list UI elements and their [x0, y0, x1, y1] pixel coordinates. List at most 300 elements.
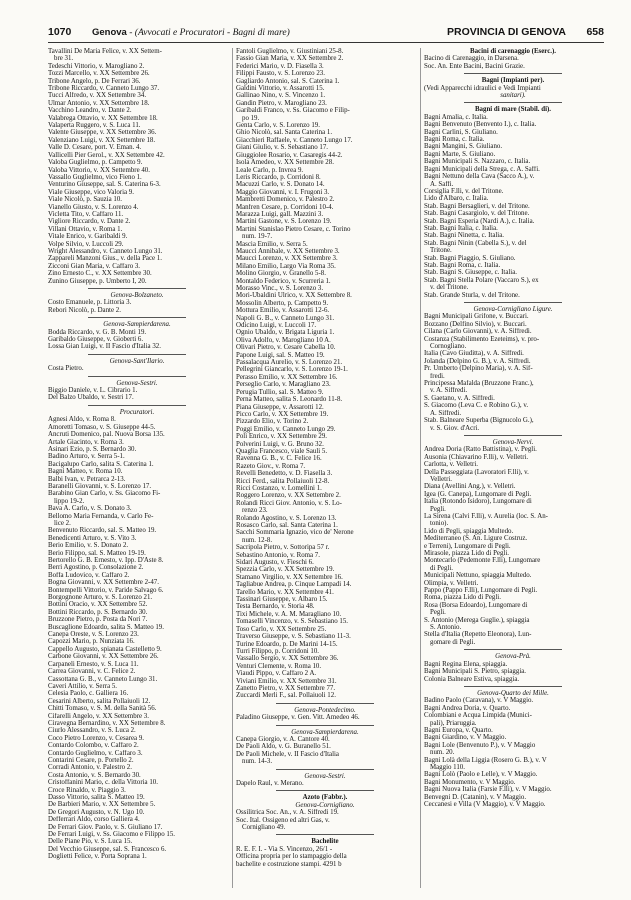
directory-entry: Manfren Cesare, p. Corridoni 10-4.: [236, 203, 334, 211]
directory-entry: Ghio Nicolò, sal. Santa Caterina 1.: [236, 129, 333, 137]
directory-entry: Bava A. Carlo, v. S. Donato 3.: [48, 505, 132, 513]
directory-entry: Cornogliano.: [430, 343, 467, 351]
directory-entry: Tagliabue Andrea, p. Cinque Lampadi 14.: [236, 581, 352, 589]
directory-entry: Isola Amedeo, v. XX Settembre 28.: [236, 159, 334, 167]
directory-entry: Artale Giacinto, v. Roma 3.: [48, 438, 124, 446]
directory-entry: num. 12-8.: [242, 536, 273, 544]
directory-entry: Passalacqua Aurelio, v. S. Lorenzo 21.: [236, 359, 343, 367]
directory-entry: Bagni Giardino, v. V Maggio.: [424, 734, 507, 742]
section-heading: Genova-Bolzaneto.: [110, 292, 164, 299]
directory-entry: Valabrega Ottavio, v. XX Settembre 18.: [48, 114, 158, 122]
directory-entry: Federici Mario, v. D. Fiasella 3.: [236, 62, 324, 70]
directory-entry: Fassio Gian Maria, v. XX Settembre 2.: [236, 55, 344, 63]
category-heading: Bagni (Impianti per).: [481, 77, 545, 85]
directory-entry: Villani Ottavio, v. Roma 1.: [48, 225, 123, 233]
directory-entry: Rosasco Carlo, sal. Santa Caterina 1.: [236, 522, 338, 529]
directory-entry: Stab. Bagni Ninin (Cabella S.), v. del: [424, 239, 527, 247]
directory-entry: Vassallo Guglielmo, vico Fieno 1.: [48, 173, 142, 181]
directory-entry: Mossolin Alberto, p. Campetto 9.: [236, 299, 329, 307]
directory-entry: Bagni Roma, c. Italia.: [424, 136, 485, 144]
directory-entry: Lossa Gian Luigi, v. II Fascio d'Italia 32.: [48, 343, 161, 351]
directory-entry: Bagni Nettuno della Cava (Sacco A.), v.: [424, 173, 535, 181]
directory-entry: Bagni Amalia, c. Italia.: [424, 113, 488, 121]
directory-entry: Ancruti Domenico, pal. Nuova Borsa 135.: [48, 431, 165, 439]
directory-entry: Roma, piazza Lido di Pegli.: [424, 594, 501, 602]
directory-entry: Olimpia, v. Velletri.: [424, 579, 479, 587]
directory-entry: bachelite e costruzione stampi. 4291 b: [236, 860, 342, 868]
directory-entry: Viaudi Pippo, v. Caffaro 2 A.: [236, 670, 317, 678]
directory-entry: De Paoli Aldo, v. G. Buranello 51.: [236, 743, 331, 751]
directory-entry: Traverso Giuseppe, v. S. Sebastiano 11-3.: [236, 633, 351, 641]
directory-entry: Bagni Municipali S. Nazzaro, c. Italia.: [424, 158, 531, 166]
directory-entry: Carlotta, v. Velletri.: [424, 461, 478, 469]
directory-entry: Ricci Costanzo, v. Lomellini 1.: [236, 484, 322, 492]
directory-entry: Stamano Virgilio, v. XX Settembre 16.: [236, 573, 343, 581]
directory-entry: De Ferrari Luigi, v. Ss. Giacomo e Filippo 15.: [48, 831, 176, 839]
directory-entry: Vassallo Sergio, v. XX Settembre 36.: [236, 655, 339, 663]
directory-entry: Stab. Grande Sturla, v. del Tritone.: [424, 291, 520, 299]
directory-entry: Oliva Adolfo, v. Marogliano 10 A.: [236, 336, 331, 344]
directory-entry: Andrea Doria (Ratto Battistina), v. Pegli.: [424, 446, 537, 454]
directory-entry: Zuccardi Merli F., sal. Pollaiuoli 12.: [236, 692, 336, 700]
directory-entry: Contardo Colombo, v. Caffaro 2.: [48, 742, 139, 750]
directory-entry: A. Saffi.: [430, 180, 454, 188]
directory-entry: Olivari Pietro, v. Cesare Cabella 10.: [236, 344, 336, 352]
directory-entry: R. E. F. I. - Via S. Vincenzo, 26/1 -: [236, 845, 333, 853]
directory-entry: Valenziano Luigi, v. XX Settembre 18.: [48, 136, 156, 144]
directory-entry: Mottura Emilio, v. Assarotti 12-6.: [236, 307, 330, 315]
directory-entry: Bagni Benvenuto (Benvento I.), c. Italia.: [424, 121, 537, 129]
directory-entry: Maggio 110.: [430, 763, 465, 771]
directory-entry: Boffa Ludovico, v. Caffaro 2.: [48, 571, 130, 579]
directory-entry: Bagni Municipali della Strega, c. A. Saffi.: [424, 165, 540, 173]
directory-entry: Poli Enrico, v. XX Settembre 29.: [236, 433, 328, 441]
directory-entry: Dasso Vittorio, salita S. Matteo 19.: [48, 794, 145, 801]
category-heading: Bagni di mare (Stabil. di).: [474, 106, 552, 114]
directory-entry: Rolandi Ricci Giov. Antonio, v. S. Lo-: [236, 499, 342, 507]
directory-entry: Maucci Annibale, v. XX Settembre 3.: [236, 247, 340, 255]
section-heading: Genova-Sestri.: [304, 772, 346, 780]
directory-entry: Stab. Balneare Superba (Bignucolo G.),: [424, 417, 534, 425]
page-number-left: 1070: [48, 26, 72, 38]
directory-entry: Garibaldo Giuseppe, v. Gioberti 6.: [48, 336, 144, 344]
directory-entry: Bagni Andrea Doria, v. Quarto.: [424, 704, 511, 712]
directory-entry: Canepa Oreste, v. S. Lorenzo 23.: [48, 631, 139, 639]
directory-entry: fredi.: [430, 372, 445, 380]
section-rule: [276, 787, 374, 791]
directory-entry: Biggio Daniele, v. L. Cibrario 1.: [48, 387, 138, 395]
directory-entry: Stab. Bagni Piaggio, S. Giuliano.: [424, 254, 516, 262]
directory-entry: Ricci Ferd., salita Pollaiuoli 12-8.: [236, 477, 330, 485]
directory-entry: Giani Giulio, v. S. Sebastiano 17.: [236, 144, 328, 152]
directory-entry: Bacigalupo Carlo, salita S. Caterina 1.: [48, 460, 154, 468]
directory-entry: Milano Emilio, Largo Via Roma 35.: [236, 262, 336, 270]
directory-entry: Doglietti Felice, v. Porta Soprana 1.: [48, 853, 147, 861]
directory-entry: Bagni Carlini, S. Giuliano.: [424, 128, 498, 136]
section-rule: [276, 766, 374, 770]
directory-entry: Corradi Antonio, v. Palestro 2.: [48, 764, 132, 772]
section-rule: [276, 831, 374, 835]
directory-entry: Rosa (Borsa Edoardo), Lungomare di: [424, 601, 528, 609]
directory-entry: Volpe Silvio, v. Luccoli 29.: [48, 240, 124, 248]
directory-entry: Pellegrini Giancarlo, v. S. Lorenzo 19-1.: [236, 366, 348, 374]
directory-entry: Tedeschi Vittorio, v. Marogliano 2.: [48, 62, 145, 70]
directory-entry: Perasso Emilio, v. XX Settembre 16.: [236, 373, 338, 381]
directory-entry: Revelli Benedetto, v. D. Fiasella 3.: [236, 470, 333, 478]
directory-entry: Pappo (Pappo F.lli), Lungomare di Pegli.: [424, 587, 538, 595]
directory-entry: Odicino Luigi, v. Luccoli 17.: [236, 322, 317, 330]
directory-entry: Berri Agostino, p. Consolazione 2.: [48, 564, 144, 572]
directory-entry: Martini Stanislao Pietro Cesare, c. Torino: [236, 225, 351, 233]
directory-entry: Stab. Bagni Stella Polare (Vaccaro S.), ex: [424, 276, 539, 284]
directory-entry: Bagni Matteo, v. Roma 10.: [48, 468, 123, 476]
directory-entry: Zunino Giuseppe, p. Umberto I, 20.: [48, 277, 147, 285]
directory-entry: Badino Arturo, v. Serra 5-1.: [48, 453, 125, 461]
section-rule: [464, 646, 562, 650]
directory-entry: Testa Bernardo, v. Storia 48.: [236, 603, 315, 611]
directory-entry: Colombiani e Acqua Limpida (Munici-: [424, 712, 532, 720]
directory-entry: Leris Riccardo, p. Corridoni 8.: [236, 173, 321, 181]
directory-entry: Roggero Lorenzo, v. XX Settembre 2.: [236, 492, 341, 500]
directory-entry: Rebori Nicolò, p. Dante 2.: [48, 306, 121, 314]
directory-entry: Tarello Mario, v. XX Settembre 41.: [236, 588, 334, 596]
directory-entry: Croce Rinaldo, v. Piaggio 3.: [48, 786, 126, 794]
directory-entry: bre 31.: [54, 55, 74, 63]
directory-entry: Ulmar Antonio, v. XX Settembre 18.: [48, 99, 150, 107]
column-divider: [232, 48, 233, 888]
directory-entry: Polverini Luigi, v. G. Bruno 32.: [236, 440, 324, 448]
directory-entry: Venturino Giuseppe, sal. S. Caterina 6-3.: [48, 181, 161, 189]
directory-entry: Zappareli Manzoni Gius., v. della Pace 1.: [48, 255, 162, 263]
directory-entry: lice 2.: [54, 519, 71, 527]
directory-entry: v. S. Giov. d'Acri.: [430, 424, 480, 432]
directory-entry: Montaldo Federico, v. Scurreria 1.: [236, 277, 331, 285]
directory-entry: Cassottana G. B., v. Canneto Lungo 31.: [48, 675, 158, 683]
section-rule: [464, 432, 562, 436]
directory-entry: Maucci Lorenzo, v. XX Settembre 3.: [236, 255, 338, 263]
directory-entry: Stab. Bagni Esperia (Nardi A.), c. Italia.: [424, 217, 535, 225]
directory-entry: Perugia Tullio, sal. S. Matteo 9.: [236, 388, 324, 396]
section-rule: [464, 99, 562, 103]
directory-entry: Tribone Riccardo, v. Canneto Lungo 37.: [48, 85, 160, 93]
directory-entry: Vianello Giusto, v. S. Lorenzo 4.: [48, 203, 139, 211]
directory-entry: Turri Filippo, p. Corridoni 10.: [236, 647, 320, 655]
directory-entry: Zanetto Pietro, v. XX Settembre 77.: [236, 684, 336, 692]
column-divider: [420, 48, 421, 888]
directory-entry: Lido di Pegli, spiaggia Multedo.: [424, 527, 514, 535]
directory-entry: Delle Piane Pio, v. S. Luca 15.: [48, 838, 133, 846]
directory-entry: Bagni Europa, v. Quarto.: [424, 726, 493, 734]
directory-entry: Vitale Enrico, v. Garibaldi 9.: [48, 233, 128, 241]
directory-entry: Cilana (Carlo Giovanni), v. A. Siffredi.: [424, 328, 532, 336]
directory-entry: Martini Gastone, v. S. Lorenzo 19.: [236, 218, 332, 226]
directory-entry: Molino Giorgio, v. Granello 5-8.: [236, 270, 326, 278]
directory-entry: Agnesi Aldo, v. Roma 8.: [48, 416, 116, 424]
section-rule: [464, 683, 562, 687]
directory-entry: Maggio Giovanni, v. I. Frugoni 3.: [236, 188, 330, 196]
directory-entry: Ciurlo Alessandro, v. S. Luca 2.: [48, 727, 136, 735]
directory-entry: Carbone Giovanni, v. XX Settembre 26.: [48, 653, 159, 661]
directory-entry: Mediterraneo (S. An. Ligure Costruz.: [424, 535, 528, 543]
directory-entry: lippo 19-2.: [54, 497, 85, 505]
directory-entry: Giuggiolee Rosario, v. Casaregis 44-2.: [236, 151, 343, 159]
directory-entry: Wright Alessandro, v. Canneto Lungo 31.: [48, 247, 163, 255]
section-rule: [276, 700, 374, 704]
directory-entry: Spezzia Carlo, v. XX Settembre 19.: [236, 566, 335, 574]
directory-entry: A. Siffredi.: [430, 409, 462, 417]
directory-entry: Baranelli Giovanni, v. S. Lorenzo 17.: [48, 482, 152, 490]
section-heading: Genova-Cornigliano Ligure.: [473, 306, 553, 313]
directory-entry: Genta Carlo, v. S. Lorenzo 19.: [236, 122, 320, 130]
directory-entry: Sebastino Antonio, v. Roma 7.: [236, 551, 320, 559]
directory-entry: Rolando Agostino, v. S. Lorenzo 13.: [236, 514, 337, 522]
directory-entry: Contardo Guglielmo, v. Caffaro 3.: [48, 749, 143, 757]
directory-entry: Gandin Pietro, v. Marogliano 23.: [236, 99, 327, 107]
directory-entry: Del Vecchio Giuseppe, sal. S. Francesco 6.: [48, 845, 167, 853]
directory-entry: Tixi Michele, v. A. M. Maragliano 10.: [236, 610, 342, 618]
directory-entry: Berio Filippo, sal. S. Matteo 19-19.: [48, 549, 146, 557]
directory-entry: Italia (Cavo Giuditta), v. A. Siffredi.: [424, 350, 524, 358]
directory-entry: Lido d'Albaro, c. Italia.: [424, 195, 489, 203]
directory-entry: Bogna Giovanni, v. XX Settembre 2-47.: [48, 579, 159, 587]
directory-entry: Costa Antonio, v. S. Bernardo 30.: [48, 771, 141, 779]
directory-entry: Bagni Lolà della Liggia (Rosero G. B.), v. V: [424, 756, 547, 764]
directory-entry: De Ferrari Giov. Paolo, v. S. Giuliano 17.: [48, 823, 163, 831]
directory-entry: Cifarelli Angelo, v. XX Settembre 3.: [48, 712, 149, 720]
directory-entry: Valle D. Cesare, port. V. Eman. 4.: [48, 144, 142, 152]
directory-entry: Buscaglione Edoardo, salita S. Matteo 19.: [48, 623, 164, 631]
directory-entry: Tavallini De Maria Felice, v. XX Settem-: [48, 48, 162, 55]
directory-entry: Caveri Attilio, v. Serra 5.: [48, 682, 118, 690]
directory-entry: Picco Carlo, v. XX Settembre 19.: [236, 410, 329, 418]
directory-entry: Cristoffanini Mario, c. della Vittoria 10.: [48, 779, 158, 787]
directory-entry: Pr. Umberto (Delpino Maria), v. A. Sif-: [424, 365, 533, 373]
section-heading: Genova-Sampierdarena.: [103, 321, 171, 329]
directory-entry: Italia (Rotondo Isidoro), Lungomare di: [424, 498, 532, 506]
directory-entry: Della Passeggiata (Lavoratori F.lli), v.: [424, 468, 529, 476]
directory-entry: Ausonia (Chiavarino F.lli), v. Velletri.: [424, 453, 529, 461]
directory-entry: Benvenuto Riccardo, sal. S. Matteo 19.: [48, 527, 157, 535]
section-heading: Genova-Prà.: [495, 653, 531, 661]
province-heading: PROVINCIA DI GENOVA: [446, 26, 566, 38]
section-heading: Procuratori.: [119, 408, 155, 416]
directory-entry: Gagliardo Antonio, sal. S. Caterina 1.: [236, 77, 340, 85]
directory-entry: Napoli G. B., v. Canneto Lungo 31.: [236, 314, 335, 322]
directory-entry: Soc. An. Ente Bacini, Bacini Grazie.: [424, 62, 525, 70]
directory-entry: (Vedi Apparecchi idraulici e Vedi Impianti: [424, 84, 541, 92]
directory-entry: Vallicelli Pier Gerol., v. XX Settembre 42.: [48, 151, 165, 159]
directory-entry: Badino Paolo (Caravana), v. V Maggio.: [424, 697, 534, 705]
directory-entry: Stab. Bagni S. Giuseppe, c. Italia.: [424, 269, 518, 277]
section-heading: Genova-Nervi.: [492, 438, 534, 446]
city-name: Genova: [92, 27, 127, 38]
section-rule: [88, 314, 186, 318]
category-heading: Bacini di carenaggio (Eserc.).: [469, 48, 557, 55]
directory-entry: Municipali Nettuno, spiaggia Multedo.: [424, 572, 532, 580]
section-rule: [464, 299, 562, 303]
directory-entry: Bacino di Carenaggio, in Darsena.: [424, 55, 519, 63]
directory-entry: Officina propria per lo stampaggio della: [236, 853, 347, 861]
directory-entry: Tozzi Marcello, v. XX Settembre 26.: [48, 70, 150, 78]
directory-entry: renzo 23.: [242, 507, 268, 515]
directory-entry: Bagni Lole (Benvenuto P.), v. V Maggio: [424, 741, 536, 749]
directory-entry: Perseglio Carlo, v. Maragliano 23.: [236, 381, 331, 389]
directory-entry: Pegli.: [430, 609, 446, 617]
directory-entry: Velletri.: [430, 475, 453, 483]
directory-entry: Viale Giuseppe, vico Valoria 9.: [48, 188, 134, 196]
directory-entry: Montecarlo (Pedemonte F.lli), Lungomare: [424, 557, 541, 565]
section-heading: Genova-Cornigliano.: [295, 801, 355, 809]
directory-entry: Zino Ernesto C., v. XX Settembre 30.: [48, 270, 152, 278]
directory-entry: Contarini Cesare, p. Portello 2.: [48, 756, 134, 764]
directory-entry: Mascia Emilio, v. Serra 5.: [236, 240, 308, 248]
section-rule: [88, 285, 186, 289]
directory-entry: Bodda Riccardo, v. G. B. Monti 19.: [48, 328, 147, 336]
directory-entry: Papone Luigi, sal. S. Matteo 19.: [236, 351, 325, 359]
category-heading: Bachelite: [311, 838, 339, 846]
directory-entry: Capozzi Mario, p. Nunziata 16.: [48, 638, 135, 646]
section-rule: [276, 722, 374, 726]
running-title: Genova - (Avvocati e Procuratori - Bagni di mare): [92, 27, 290, 38]
directory-entry: Mirasole, piazza Lido di Pegli.: [424, 550, 509, 557]
directory-entry: pali), Priaruggia.: [430, 719, 477, 727]
directory-entry: Amoretti Tomaso, v. S. Giuseppe 44-5.: [48, 423, 156, 431]
directory-entry: Defferrari Aldo, corso Galliera 4.: [48, 816, 140, 824]
directory-entry: Canepa Giorgio, v. A. Cantore 40.: [236, 735, 330, 743]
directory-entry: Tomaselli Vincenzo, v. S. Sebastiano 15.: [236, 618, 349, 626]
directory-entry: Stab. Bagni Italia, c. Italia.: [424, 224, 498, 232]
directory-entry: Bozzano (Delfino Silvio), v. Buccari.: [424, 320, 527, 328]
section-heading: Genova-Quarto dei Mille.: [477, 689, 549, 697]
directory-entry: v. A. Siffredi.: [430, 387, 468, 395]
directory-entry: Asinari Ezio, p. S. Bernardo 30.: [48, 445, 137, 453]
directory-entry: Filippi Fausto, v. S. Lorenzo 23.: [236, 70, 325, 78]
directory-entry: Tribone Angelo, p. De Ferrari 36.: [48, 77, 141, 85]
directory-entry: Marazza Luigi, gall. Mazzini 3.: [236, 210, 324, 218]
directory-entry: Tassinari Giuseppe, v. Albaro 15.: [236, 596, 328, 604]
directory-entry: Bagni Regina Elena, spiaggia.: [424, 660, 508, 668]
directory-entry: Colonia Balneare Estiva, spiaggia.: [424, 675, 520, 683]
directory-entry: Costo Emanuele, p. Littoria 3.: [48, 299, 132, 307]
category-heading: Azoto (Fabbr.).: [302, 794, 348, 802]
directory-entry: Quaglia Francesco, viale Sauli 5.: [236, 447, 328, 455]
directory-entry: Igea (G. Canepa), Lungomare di Pegli.: [424, 490, 532, 498]
directory-entry: gomare di Pegli.: [430, 638, 476, 646]
section-rule: [464, 70, 562, 74]
column-2: [236, 48, 414, 868]
directory-entry: Jolanda (Delpino G. B.), v. A. Siffredi.: [424, 357, 531, 365]
directory-entry: Gallinao Nino, v. S. Vincenzo 1.: [236, 92, 326, 100]
directory-entry: Stab. Bagni Bersaglieri, v. del Tritone.: [424, 202, 530, 210]
directory-entry: Garibaldi Franco, v. Ss. Giacomo e Filip-: [236, 107, 350, 115]
directory-entry: Turine Edoardo, p. De Marini 14-15.: [236, 640, 338, 648]
page-number-right: 658: [586, 26, 604, 38]
directory-entry: Sacchi Sommaria Ignazio, vico de' Nerone: [236, 529, 354, 537]
directory-entry: Celesia Paolo, c. Galliera 16.: [48, 690, 129, 698]
directory-entry: Bertorello G. B. Ernesto, v. Ipp. D'Aste 8.: [48, 557, 164, 564]
section-heading: Genova-Sampierdarena.: [291, 728, 359, 736]
directory-entry: Toso Carlo, v. XX Settembre 25.: [236, 625, 327, 633]
directory-entry: Bagni Nuova Italia (Farsie F.lli), v. V Maggio.: [424, 786, 552, 794]
directory-entry: Zicconi Gian Maria, v. Caffaro 3.: [48, 262, 141, 270]
directory-entry: Carrea Giovanni, v. C. Felice 2.: [48, 668, 136, 676]
directory-entry: Principessa Mafalda (Bruzzone Franc.),: [424, 380, 534, 388]
directory-entry: Pegli.: [430, 505, 446, 513]
directory-entry: di Pegli.: [430, 564, 453, 572]
directory-entry: S. Giacomo (Leva C. e Robino G.), v.: [424, 402, 529, 410]
directory-entry: Stab. Bagni Ninetta, c. Italia.: [424, 232, 504, 240]
directory-entry: Viale Nicolò, p. Sauzia 10.: [48, 196, 123, 204]
directory-entry: Barabino Gian Carlo, v. Ss. Giacomo Fi-: [48, 490, 161, 498]
directory-entry: Venturi Clemente, v. Roma 10.: [236, 662, 322, 670]
directory-entry: De Paoli Michele, v. II Fascio d'Italia: [236, 750, 339, 758]
directory-entry: Bagni Monumento, v. V Maggio.: [424, 778, 516, 786]
directory-entry: Dapelo Raul, v. Merano.: [236, 780, 304, 787]
directory-entry: Vicletta Tito, v. Caffaro 11.: [48, 210, 124, 218]
directory-entry: v. del Tritone.: [430, 284, 469, 292]
directory-entry: Mori-Ubaldini Ulrico, v. XX Settembre 8.: [236, 292, 352, 300]
directory-entry: Bottini Oracio, v. XX Settembre 52.: [48, 601, 148, 609]
directory-entry: num. 19-7.: [242, 233, 273, 241]
directory-entry: Valente Giuseppe, v. XX Settembre 36.: [48, 129, 157, 137]
directory-entry: Galdini Vittorio, v. Assarotti 15.: [236, 85, 325, 93]
directory-entry: Cappello Augusto, spianata Castelletto 9.: [48, 645, 162, 653]
directory-entry: Stab. Bagni Roma, c. Italia.: [424, 261, 501, 269]
page-header: [48, 26, 604, 43]
directory-entry: Sacripola Pietro, v. Sottoripa 57 r.: [236, 544, 330, 552]
directory-entry: Ravenna G. B., v. C. Felice 16.: [236, 455, 322, 463]
directory-entry: num. 20.: [430, 749, 455, 757]
directory-entry: Del Balzo Ubaldo, v. Sestri 17.: [48, 394, 134, 402]
directory-entry: Bellomo Maria Fernanda, v. Carlo Fe-: [48, 512, 154, 520]
section-heading: sanitari).: [500, 92, 526, 100]
directory-entry: Fantoli Guglielmo, v. Giustiniani 25-8.: [236, 48, 344, 55]
directory-entry: Vacchino Leandro, v. Dante 2.: [48, 107, 132, 115]
directory-entry: Cesarini Alberto, salita Pollaiuoli 12.: [48, 697, 151, 705]
directory-entry: Bagni Lolò (Paolo e Lelle), v. V Maggio.: [424, 771, 538, 779]
directory-entry: S. Gaetano, v. A. Siffredi.: [424, 394, 495, 402]
directory-entry: Benvegni D. (Catanin), v. V Maggio.: [424, 793, 527, 801]
directory-entry: po 19.: [242, 114, 260, 122]
directory-entry: Macuzzi Carlo, v. S. Donato 14.: [236, 181, 325, 189]
directory-entry: Cornigliano 49.: [242, 824, 286, 832]
directory-entry: Ceccanesi e Villa (V Maggio), v. V Maggio.: [424, 801, 546, 808]
section-heading: Genova-Pontedecimo.: [294, 706, 356, 714]
directory-entry: Piana Giuseppe, v. Assarotti 12.: [236, 403, 324, 411]
directory-entry: Soc. Ital. Ossigeno ed altri Gas, v.: [236, 816, 330, 824]
directory-entry: Coco Pietro Lorenzo, v. Cesarea 9.: [48, 734, 144, 742]
column-1: [48, 48, 226, 861]
directory-entry: e Terreni), Lungomare di Pegli.: [424, 542, 511, 550]
directory-entry: Balbi Ivan, v. Petrarca 2-13.: [48, 475, 126, 483]
directory-entry: De Gregori Augusto, v. N. Ugo 10.: [48, 808, 145, 816]
directory-entry: Razeto Giov., v. Roma 7.: [236, 462, 306, 470]
directory-entry: Ognio Ubaldo, v. Brigata Liguria 1.: [236, 329, 335, 337]
directory-entry: Costanza (Stabilimento Ezeteims), v. pro-: [424, 335, 540, 343]
directory-entry: Stab. Bagni Casargiolo, v. del Tritone.: [424, 210, 530, 218]
directory-entry: Valoba Guglielmo, p. Campetto 9.: [48, 159, 143, 167]
directory-entry: Corsiglia F.lli, v. del Tritone.: [424, 187, 504, 195]
directory-entry: Bontempelli Vittorio, v. Paride Salvago 6.: [48, 586, 164, 594]
section-heading: Genova-Sant'Ilario.: [109, 357, 165, 365]
directory-entry: Pizzardo Elio, v. Torino 2.: [236, 418, 309, 426]
directory-entry: Borgognone Arturo, v. S. Lorenzo 21.: [48, 594, 153, 602]
directory-entry: Tucci Alfredo, v. XX Settembre 34.: [48, 92, 147, 100]
directory-entry: Valoba Vittorio, v. XX Settembre 40.: [48, 166, 150, 174]
running-title-text: (Avvocati e Procuratori - Bagni di mare): [134, 28, 290, 38]
directory-entry: La Sirena (Calvi F.lli), v. Aurelia (loc. S. An-: [424, 512, 548, 520]
directory-entry: Paladino Giuseppe, v. Gen. Vitt. Amedeo 46.: [236, 714, 360, 722]
